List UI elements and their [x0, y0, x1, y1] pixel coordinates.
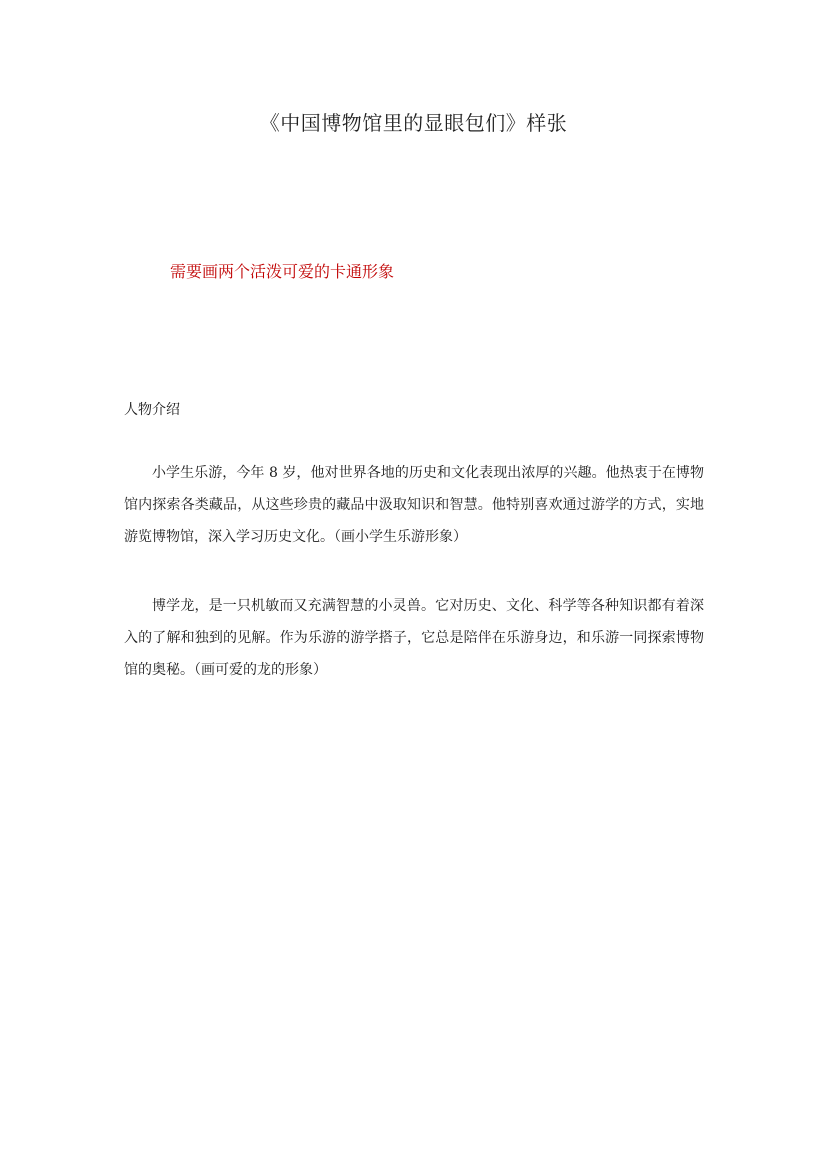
- section-heading-characters: 人物介绍: [124, 402, 180, 418]
- paragraph-boxuelong: 博学龙，是一只机敏而又充满智慧的小灵兽。它对历史、文化、科学等各种知识都有着深入的了解和独到的见解。作为乐游的游学搭子，它总是陪伴在乐游身边，和乐游一同探索博物馆的奥秘。（画可爱的龙的形象）: [124, 598, 704, 678]
- document-title: 《中国博物馆里的显眼包们》样张: [259, 111, 568, 135]
- paragraph-leyou: 小学生乐游，今年 8 岁，他对世界各地的历史和文化表现出浓厚的兴趣。他热衷于在博物馆内探索各类藏品，从这些珍贵的藏品中汲取知识和智慧。他特别喜欢通过游学的方式，实地游览博物馆，深入学习历史文化。（画小学生乐游形象）: [124, 465, 704, 545]
- illustration-note: 需要画两个活泼可爱的卡通形象: [170, 262, 395, 281]
